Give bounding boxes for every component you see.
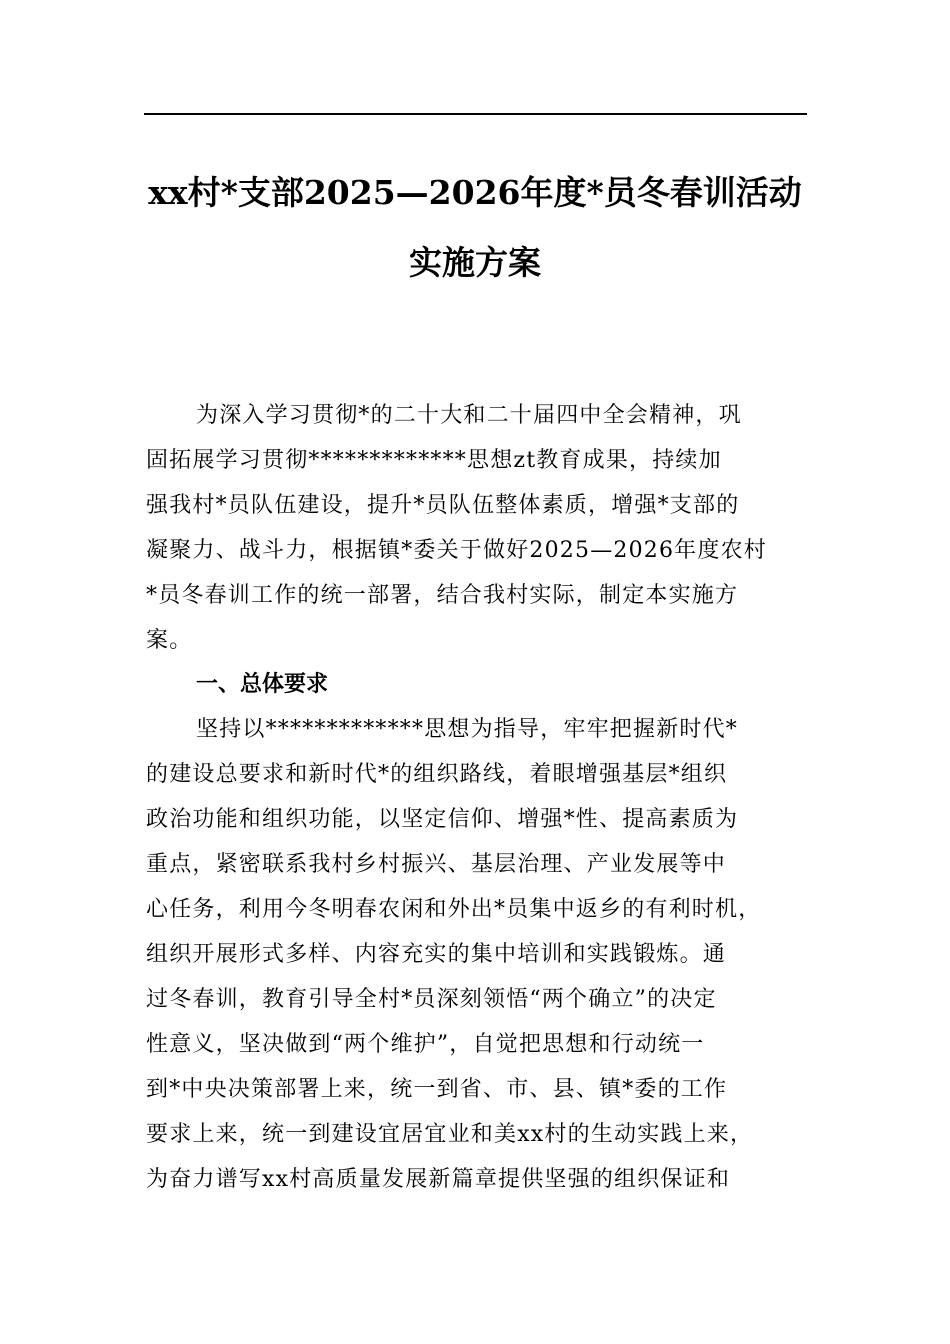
section-line: 为奋力谱写xx村高质量发展新篇章提供坚强的组织保证和 [146, 1167, 731, 1192]
section-line: 性意义，坚决做到“两个维护”，自觉把思想和行动统一 [146, 1032, 705, 1057]
section-line: 心任务，利用今冬明春农闲和外出*员集中返乡的有利时机， [146, 897, 762, 922]
section-line: 到*中央决策部署上来，统一到省、市、县、镇*委的工作 [146, 1077, 728, 1102]
document-title-line-2: 实施方案 [409, 243, 541, 282]
section-line: 重点，紧密联系我村乡村振兴、基层治理、产业发展等中 [146, 852, 727, 877]
intro-line: 案。 [146, 628, 193, 653]
intro-line: 为深入学习贯彻*的二十大和二十届四中全会精神，巩 [196, 403, 742, 428]
intro-line: 凝聚力、战斗力，根据镇*委关于做好2025—2026年度农村 [146, 538, 767, 563]
section-line: 过冬春训，教育引导全村*员深刻领悟“两个确立”的决定 [146, 987, 717, 1012]
section-line: 要求上来，统一到建设宜居宜业和美xx村的生动实践上来， [146, 1122, 754, 1147]
intro-line: 强我村*员队伍建设，提升*员队伍整体素质，增强*支部的 [146, 493, 740, 518]
section-heading: 一、总体要求 [196, 672, 329, 697]
section-line: 组织开展形式多样、内容充实的集中培训和实践锻炼。通 [146, 942, 727, 967]
intro-line: *员冬春训工作的统一部署，结合我村实际，制定本实施方 [146, 583, 739, 608]
section-line: 坚持以*************思想为指导，牢牢把握新时代* [196, 717, 739, 742]
header-rule [144, 113, 807, 115]
intro-line: 固拓展学习贯彻*************思想zt教育成果，持续加 [146, 448, 722, 473]
section-line: 政治功能和组织功能，以坚定信仰、增强*性、提高素质为 [146, 807, 739, 832]
document-title-line-1: xx村*支部2025—2026年度*员冬春训活动 [148, 173, 802, 212]
section-line: 的建设总要求和新时代*的组织路线，着眼增强基层*组织 [146, 762, 728, 787]
